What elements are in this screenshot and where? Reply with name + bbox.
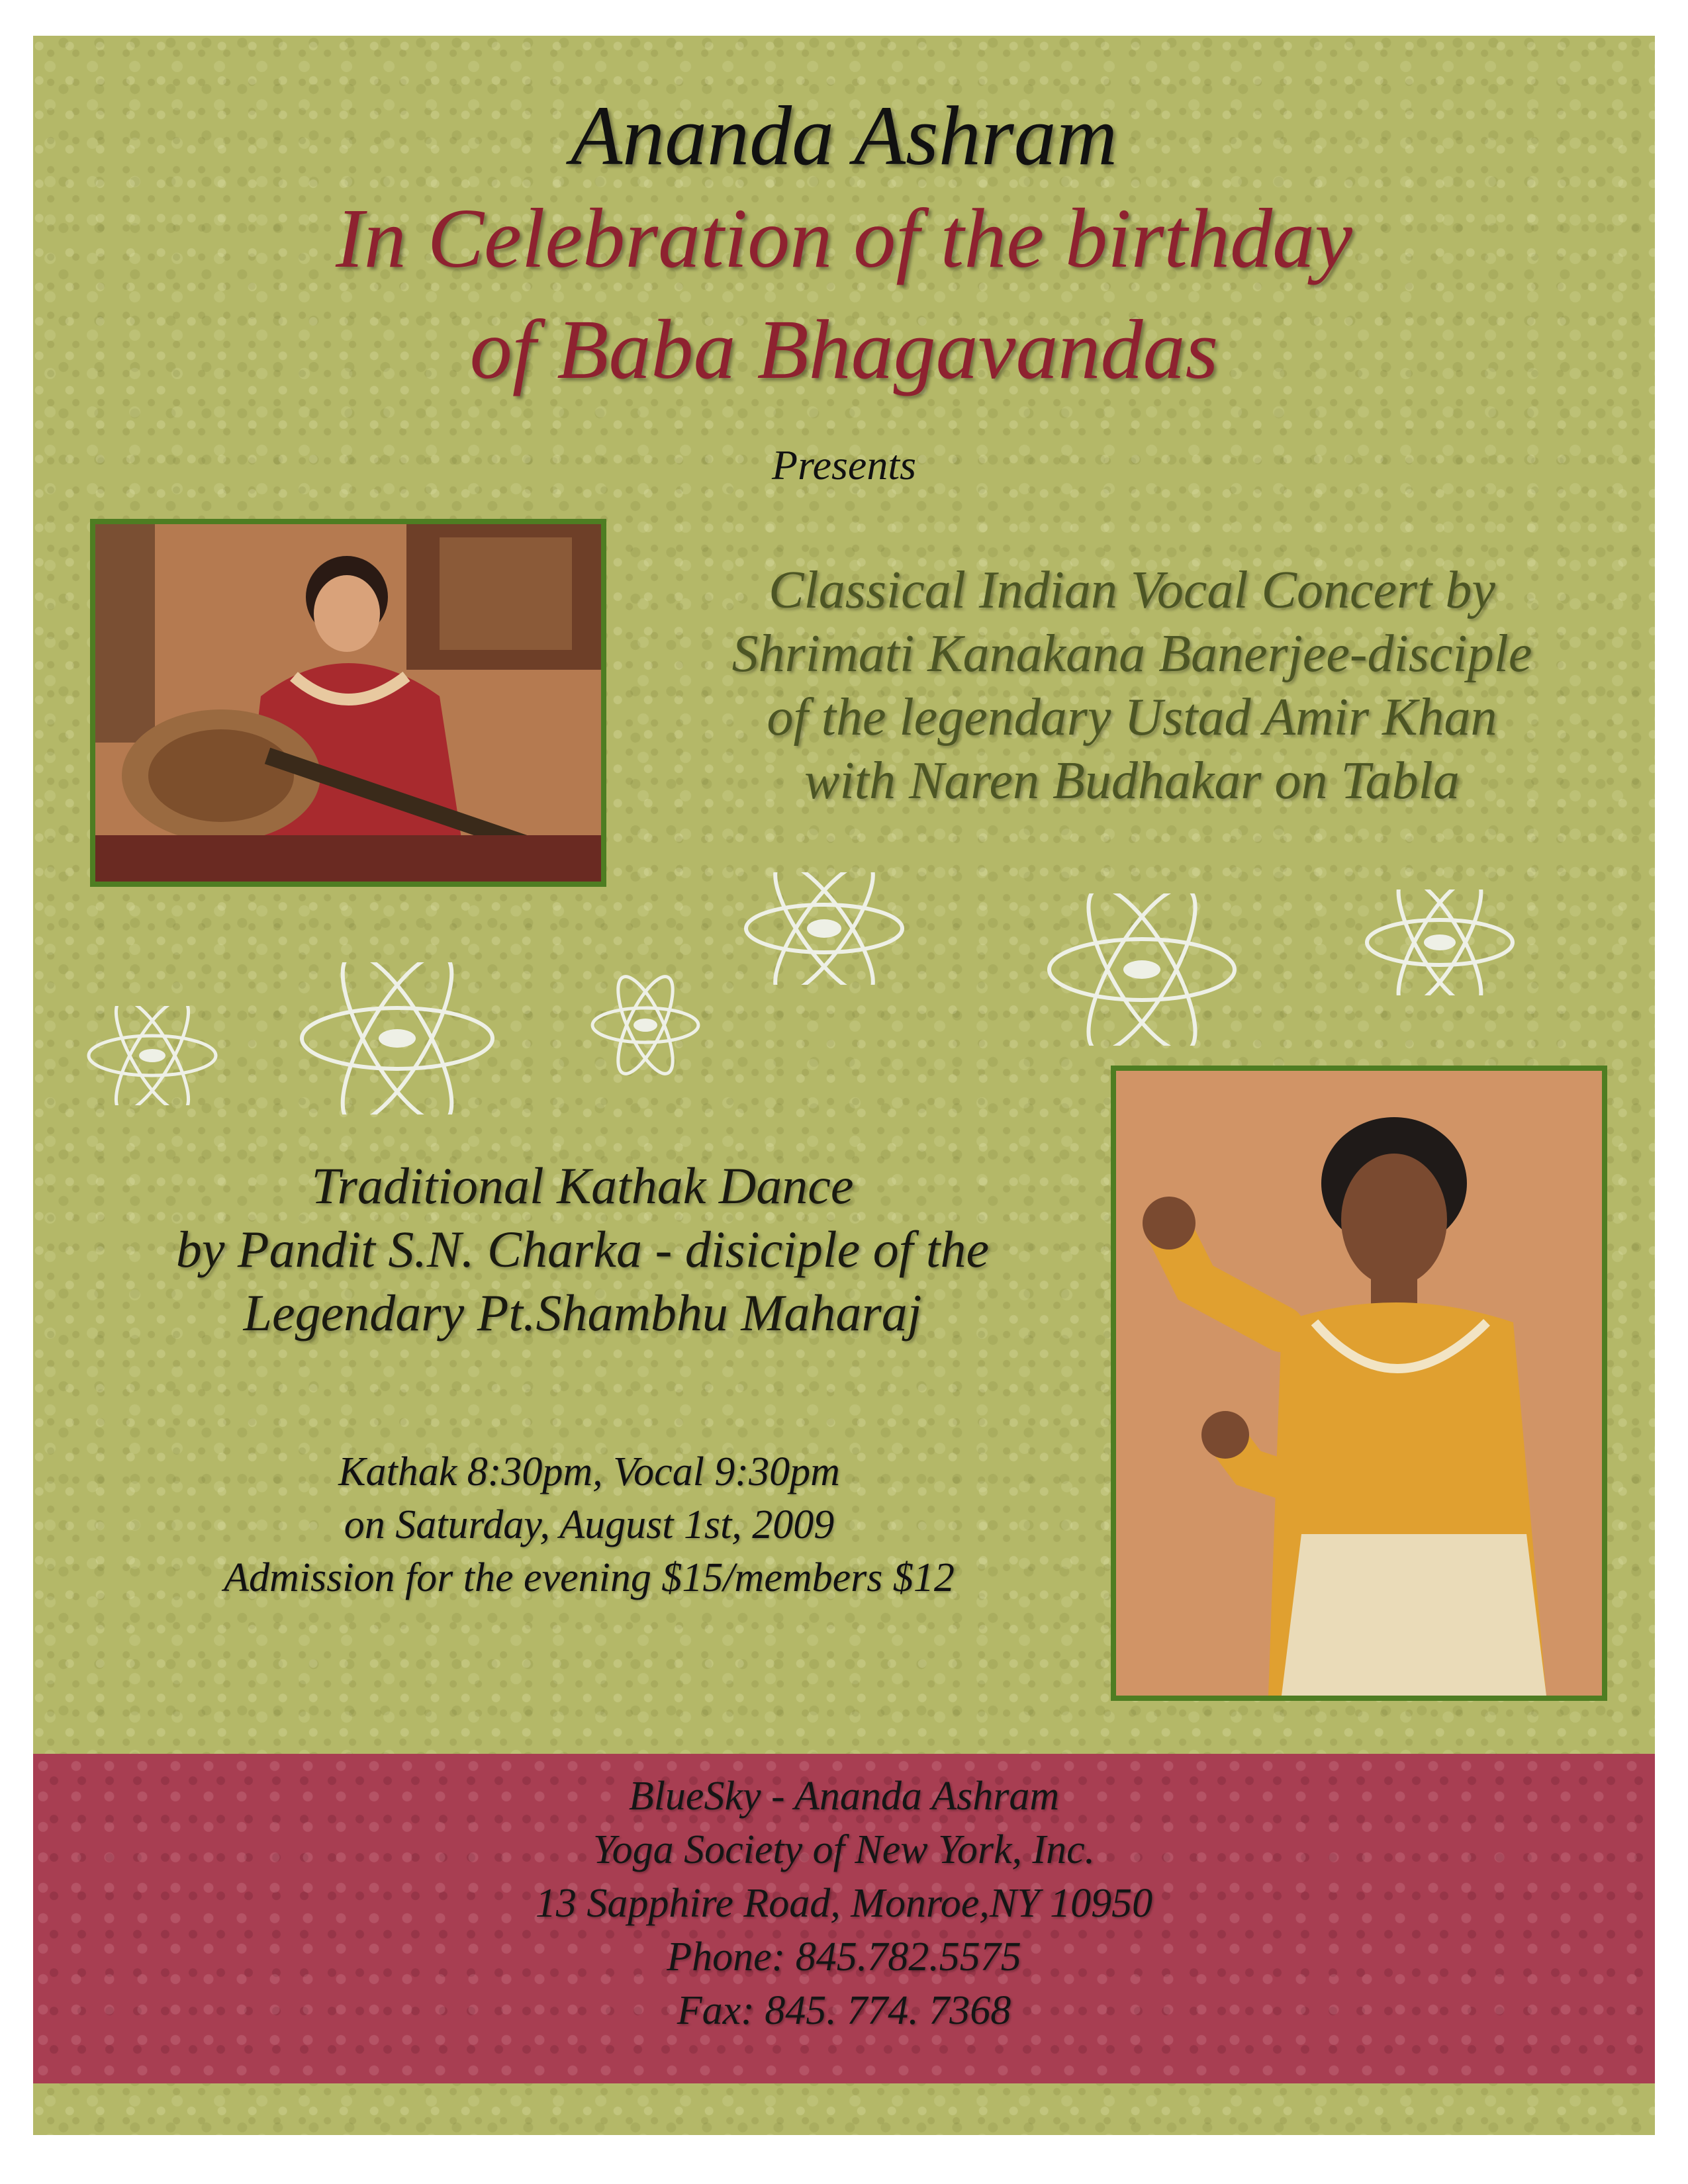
- concert-line: with Naren Budhakar on Tabla: [804, 752, 1460, 810]
- kathak-description: [73, 1154, 1092, 1345]
- contact-info: [33, 1770, 1655, 2038]
- celebration-line: In Celebration of the birthday: [336, 191, 1352, 285]
- atom-icon: [1364, 889, 1516, 995]
- concert-line: Shrimati Kanakana Banerjee-disciple: [731, 625, 1532, 683]
- schedule-line: Admission for the evening $15/members $12: [224, 1555, 955, 1600]
- contact-fax: Fax: 845. 774. 7368: [677, 1988, 1011, 2033]
- contact-line: Yoga Society of New York, Inc.: [592, 1827, 1096, 1872]
- kathak-line: by Pandit S.N. Charka - disiciple of the: [175, 1220, 990, 1278]
- contact-phone: Phone: 845.782.5575: [667, 1934, 1021, 1979]
- concert-line: of the legendary Ustad Amir Khan: [767, 688, 1497, 747]
- atom-icon: [741, 872, 907, 985]
- kathak-line: Traditional Kathak Dance: [311, 1157, 854, 1214]
- vocal-concert-description: [616, 559, 1648, 813]
- kathak-line: Legendary Pt.Shambhu Maharaj: [243, 1284, 922, 1342]
- celebration-line: of Baba Bhagavandas: [469, 302, 1219, 396]
- schedule-line: Kathak 8:30pm, Vocal 9:30pm: [338, 1449, 840, 1494]
- dancer-illustration: [1116, 1071, 1602, 1696]
- contact-address: 13 Sapphire Road, Monroe,NY 10950: [535, 1881, 1153, 1926]
- presents-label: Presents: [771, 441, 917, 488]
- atom-icon: [298, 962, 496, 1115]
- event-schedule: [73, 1445, 1105, 1604]
- contact-line: BlueSky - Ananda Ashram: [628, 1774, 1060, 1819]
- poster: [33, 36, 1655, 2135]
- vocalist-photo: [90, 519, 606, 887]
- celebration-heading: [33, 183, 1655, 405]
- atom-icon: [589, 962, 702, 1088]
- concert-line: Classical Indian Vocal Concert by: [769, 561, 1495, 619]
- atom-icon: [86, 1006, 218, 1105]
- vocalist-illustration: [95, 524, 601, 882]
- atom-icon: [1046, 893, 1238, 1046]
- page-title: Ananda Ashram: [570, 89, 1118, 183]
- schedule-line: on Saturday, August 1st, 2009: [344, 1502, 835, 1547]
- dancer-photo: [1111, 1066, 1607, 1701]
